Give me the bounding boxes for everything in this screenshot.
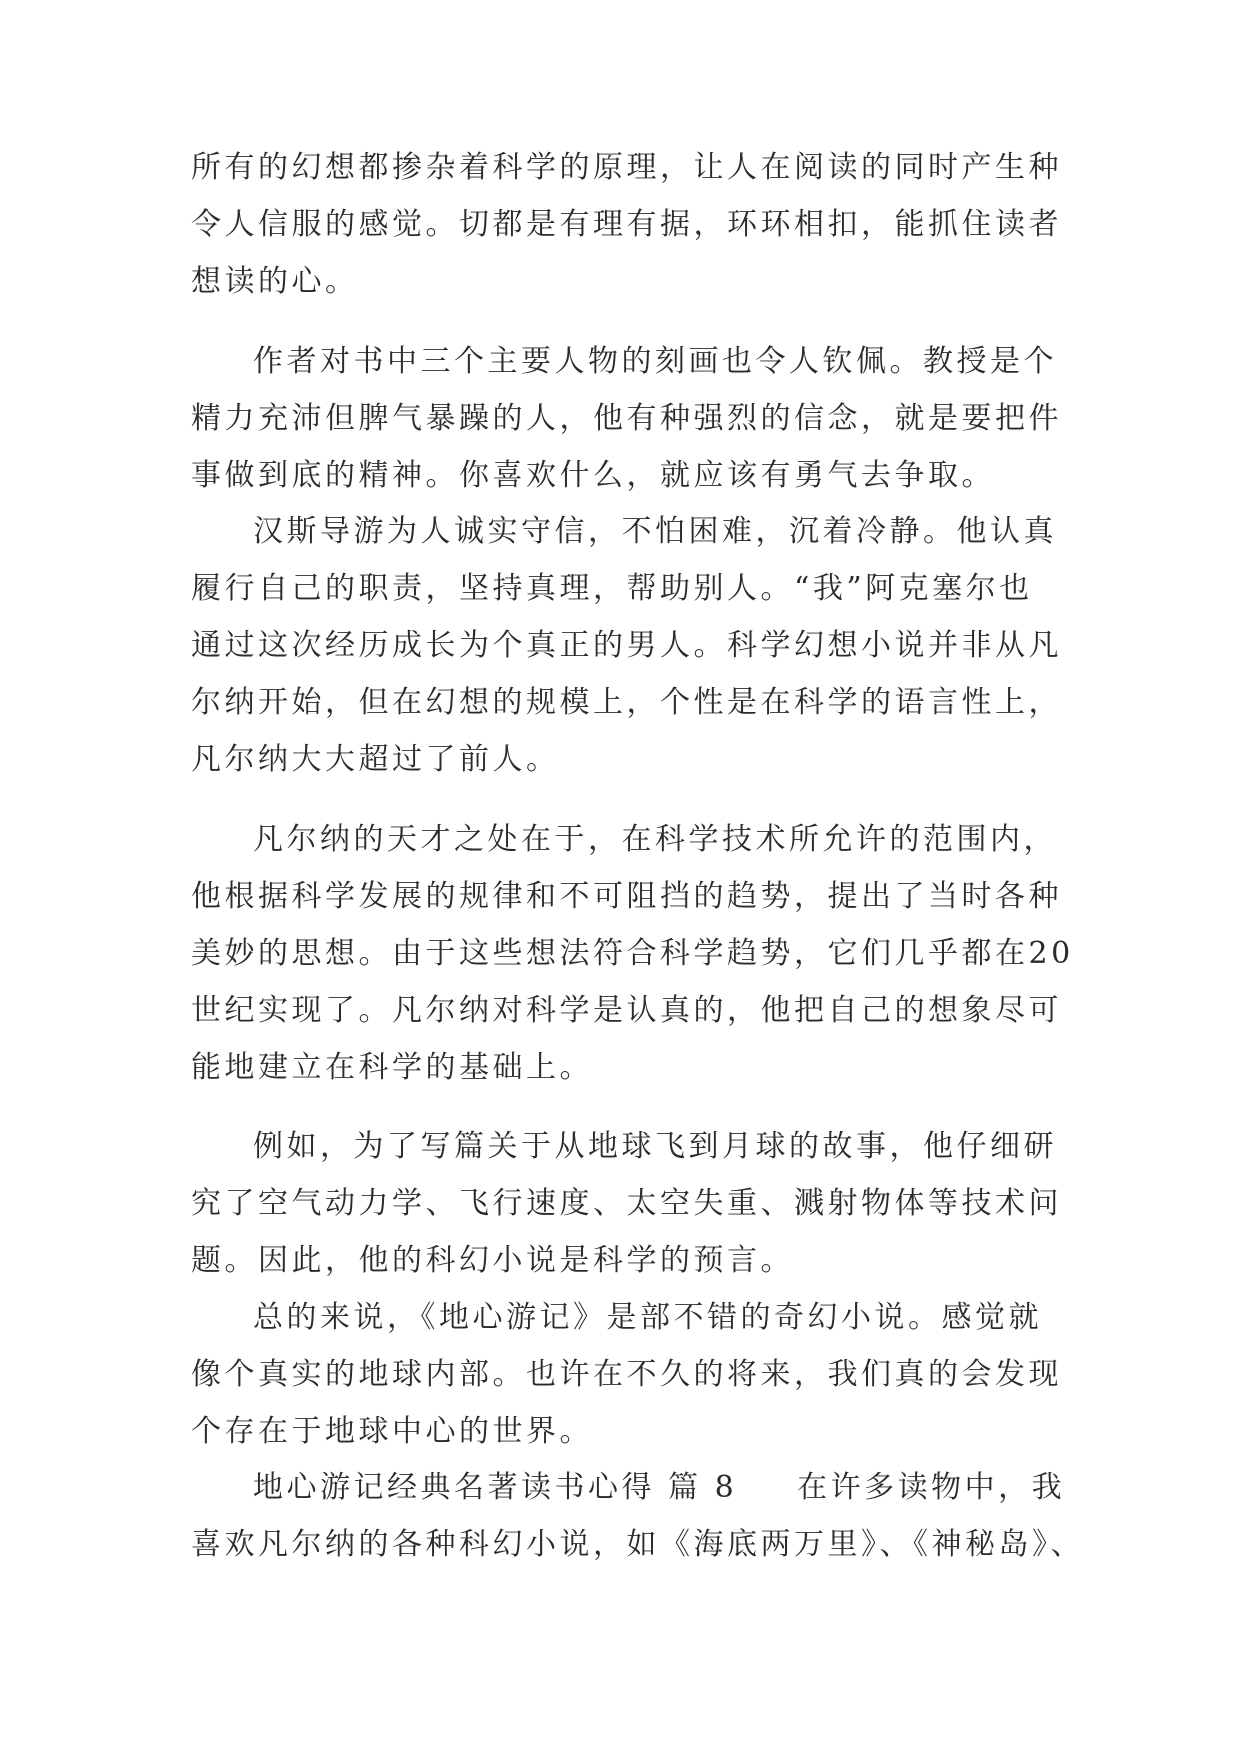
- text-line: 例如，为了写篇关于从地球飞到月球的故事，他仔细研: [253, 1129, 1057, 1164]
- text-line: 事做到底的精神。你喜欢什么，就应该有勇气去争取。: [191, 458, 995, 493]
- text-line: 喜欢凡尔纳的各种科幻小说，如《海底两万里》、《神秘岛》、: [191, 1527, 1084, 1562]
- text-line: 总的来说，《地心游记》是部不错的奇幻小说。感觉就: [253, 1300, 1042, 1335]
- text-fragment: 在许多读物中，我: [797, 1470, 1066, 1505]
- text-line: 题。因此，他的科幻小说是科学的预言。: [191, 1243, 794, 1278]
- text-line: 像个真实的地球内部。也许在不久的将来，我们真的会发现: [191, 1357, 1062, 1392]
- text-line: 能地建立在科学的基础上。: [191, 1050, 593, 1085]
- text-line: 他根据科学发展的规律和不可阻挡的趋势，提出了当时各种: [191, 879, 1062, 914]
- text-line: 世纪实现了。凡尔纳对科学是认真的，他把自己的想象尽可: [191, 993, 1062, 1028]
- text-line: 所有的幻想都掺杂着科学的原理，让人在阅读的同时产生种: [191, 150, 1062, 185]
- text-line: 想读的心。: [191, 264, 359, 299]
- text-line: 作者对书中三个主要人物的刻画也令人钦佩。教授是个: [253, 344, 1057, 379]
- text-line: 汉斯导游为人诚实守信，不怕困难，沉着冷静。他认真: [253, 514, 1057, 549]
- text-line: 通过这次经历成长为个真正的男人。科学幻想小说并非从凡: [191, 628, 1062, 663]
- text-line: 凡尔纳大大超过了前人。: [191, 742, 560, 777]
- text-line: 美妙的思想。由于这些想法符合科学趋势，它们几乎都在20: [191, 936, 1074, 971]
- section-heading-line: [253, 1468, 1133, 1528]
- text-line: 精力充沛但脾气暴躁的人，他有种强烈的信念，就是要把件: [191, 401, 1062, 436]
- section-heading: 地心游记经典名著读书心得 篇 8: [253, 1470, 738, 1505]
- text-line: 个存在于地球中心的世界。: [191, 1414, 593, 1449]
- text-line: 履行自己的职责，坚持真理，帮助别人。“我”阿克塞尔也: [191, 571, 1033, 606]
- text-line: 尔纳开始，但在幻想的规模上，个性是在科学的语言性上，: [191, 685, 1062, 720]
- text-line: 究了空气动力学、飞行速度、太空失重、溅射物体等技术问: [191, 1186, 1062, 1221]
- text-line: 令人信服的感觉。切都是有理有据，环环相扣，能抓住读者: [191, 207, 1062, 242]
- text-line: 凡尔纳的天才之处在于，在科学技术所允许的范围内，: [253, 822, 1057, 857]
